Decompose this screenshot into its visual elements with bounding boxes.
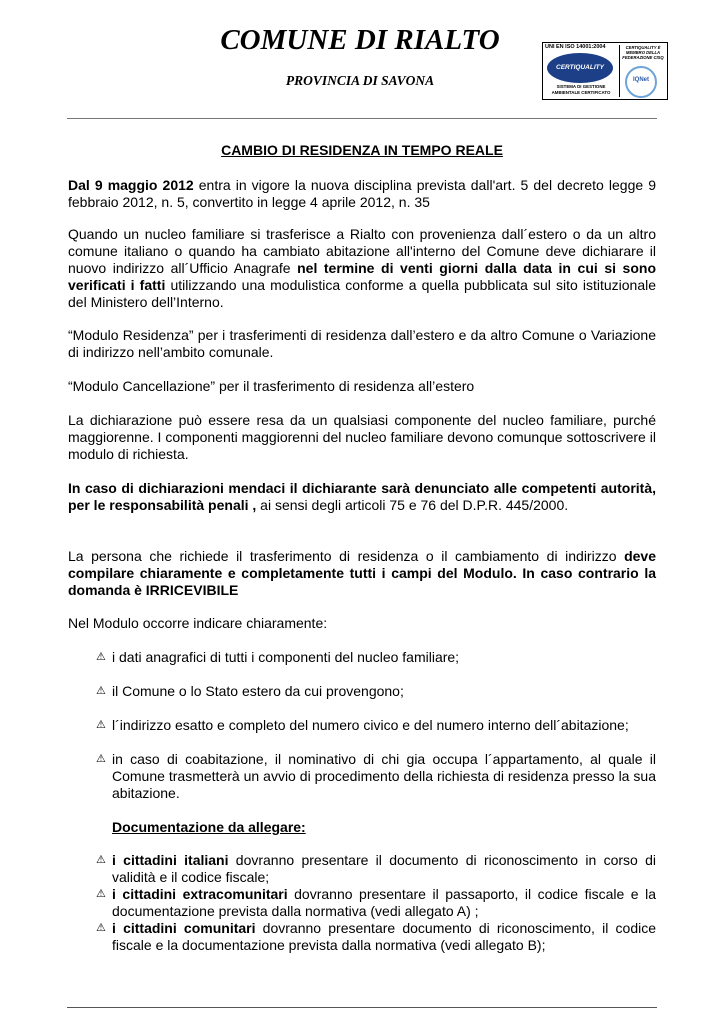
list-item	[96, 920, 656, 954]
list-item	[96, 717, 656, 734]
list-item	[96, 751, 656, 802]
declaration-text-a: Quando un nucleo familiare si trasferisce a Rialto con provenienza dall´estero o da un altro comune italiano o quando ha cambiato abitazione all'interno del Comune deve dichiarare il nuovo indirizzo all´Ufficio Anagrafe	[68, 226, 656, 276]
citizen-group: i cittadini italiani	[112, 852, 229, 868]
cert-standard: UNI EN ISO 14001:2004	[545, 44, 606, 50]
warning-icon: ⚠	[96, 922, 106, 934]
effective-date: Dal 9 maggio 2012	[68, 177, 194, 193]
paragraph-indicate: Nel Modulo occorre indicare chiaramente:	[68, 615, 328, 631]
irricevibile-warning: deve compilare chiaramente e completamente tutti i campi del Modulo. In caso contrario la domanda è IRRICEVIBILE	[68, 548, 656, 598]
paragraph-declaration	[68, 226, 656, 311]
header-divider	[67, 118, 657, 119]
citizen-requirements: dovranno presentare il passaporto, il codice fiscale e la documentazione prevista dalla normativa (vedi allegato A) ;	[112, 886, 656, 919]
declaration-text-b: utilizzando una modulistica conforme a quella pubblicata sul sito istituzionale del Ministero dell’Interno.	[68, 277, 657, 310]
warning-icon: ⚠	[96, 888, 106, 900]
citizen-group: i cittadini extracomunitari	[112, 886, 288, 902]
cert-brand: CERTIQUALITY	[556, 64, 604, 71]
paragraph-requirements	[68, 548, 656, 599]
citizen-requirements: dovranno presentare documento di riconoscimento, il codice fiscale e la documentazione prevista dalla normativa (vedi allegato B);	[112, 920, 656, 953]
document-title: CAMBIO DI RESIDENZA IN TEMPO REALE	[221, 142, 503, 158]
certification-logo	[542, 42, 668, 100]
footer-divider	[67, 1007, 657, 1008]
list-item	[96, 852, 656, 886]
list-item	[96, 649, 656, 666]
paragraph-modulo-residenza: “Modulo Residenza” per i trasferimenti di residenza dall’estero e da altro Comune o Variazione di indirizzo nell’ambito comunale.	[68, 327, 656, 360]
warning-icon: ⚠	[96, 651, 106, 663]
deadline-text: nel termine di venti giorni dalla data in cui si sono verificati i fatti	[68, 260, 656, 293]
warning-icon: ⚠	[96, 685, 106, 697]
iqnet-label: IQNet	[632, 77, 649, 83]
paragraph-effective-date	[68, 177, 656, 211]
page-title-header: COMUNE DI RIALTO	[220, 24, 500, 56]
paragraph-modulo-cancellazione: “Modulo Cancellazione” per il trasferimento di residenza all’estero	[68, 378, 475, 394]
list-item	[96, 683, 656, 700]
penalty-warning: In caso di dichiarazioni mendaci il dichiarante sarà denunciato alle competenti autorità, per le responsabilità penali ,	[68, 480, 656, 513]
list-item-text: i dati anagrafici di tutti i componenti del nucleo familiare;	[112, 649, 460, 665]
paragraph-penalties	[68, 480, 656, 514]
cert-caption: SISTEMA DI GESTIONE AMBIENTALE CERTIFICATO	[551, 84, 611, 95]
list-item-text: l´indirizzo esatto e completo del numero civico e del numero interno dell´abitazione;	[112, 717, 629, 733]
list-item-text: in caso di coabitazione, il nominativo di chi gia occupa l´appartamento, al quale il Comune trasmetterà un avvio di procedimento della richiesta di residenza presso la sua abitazione.	[112, 751, 656, 801]
warning-icon: ⚠	[96, 753, 106, 765]
requirements-text: La persona che richiede il trasferimento di residenza o il cambiamento di indirizzo	[68, 548, 625, 564]
warning-icon: ⚠	[96, 719, 106, 731]
law-reference: entra in vigore la nuova disciplina prevista dall'art. 5 del decreto legge 9 febbraio 2012, n. 5, convertito in legge 4 aprile 2012, n. 35	[68, 177, 656, 210]
citizen-group: i cittadini comunitari	[112, 920, 256, 936]
province-subtitle: PROVINCIA DI SAVONA	[285, 73, 435, 88]
list-item	[96, 886, 656, 920]
warning-icon: ⚠	[96, 854, 106, 866]
list-item-text: il Comune o lo Stato estero da cui provengono;	[112, 683, 404, 699]
cert-federation-note: CERTIQUALITY È MEMBRO DELLA FEDERAZIONE CISQ	[622, 45, 664, 60]
paragraph-who-declares: La dichiarazione può essere resa da un qualsiasi componente del nucleo familiare, purché maggiorenne. I componenti maggiorenni del nucleo familiare devono comunque sottoscrivere il modulo di richiesta.	[68, 412, 656, 462]
documentation-heading: Documentazione da allegare:	[112, 819, 306, 835]
cert-divider	[619, 45, 620, 97]
penalty-reference: ai sensi degli articoli 75 e 76 del D.P.R. 445/2000.	[256, 497, 569, 513]
citizen-requirements: dovranno presentare il documento di riconoscimento in corso di validità e il codice fiscale;	[112, 852, 656, 885]
